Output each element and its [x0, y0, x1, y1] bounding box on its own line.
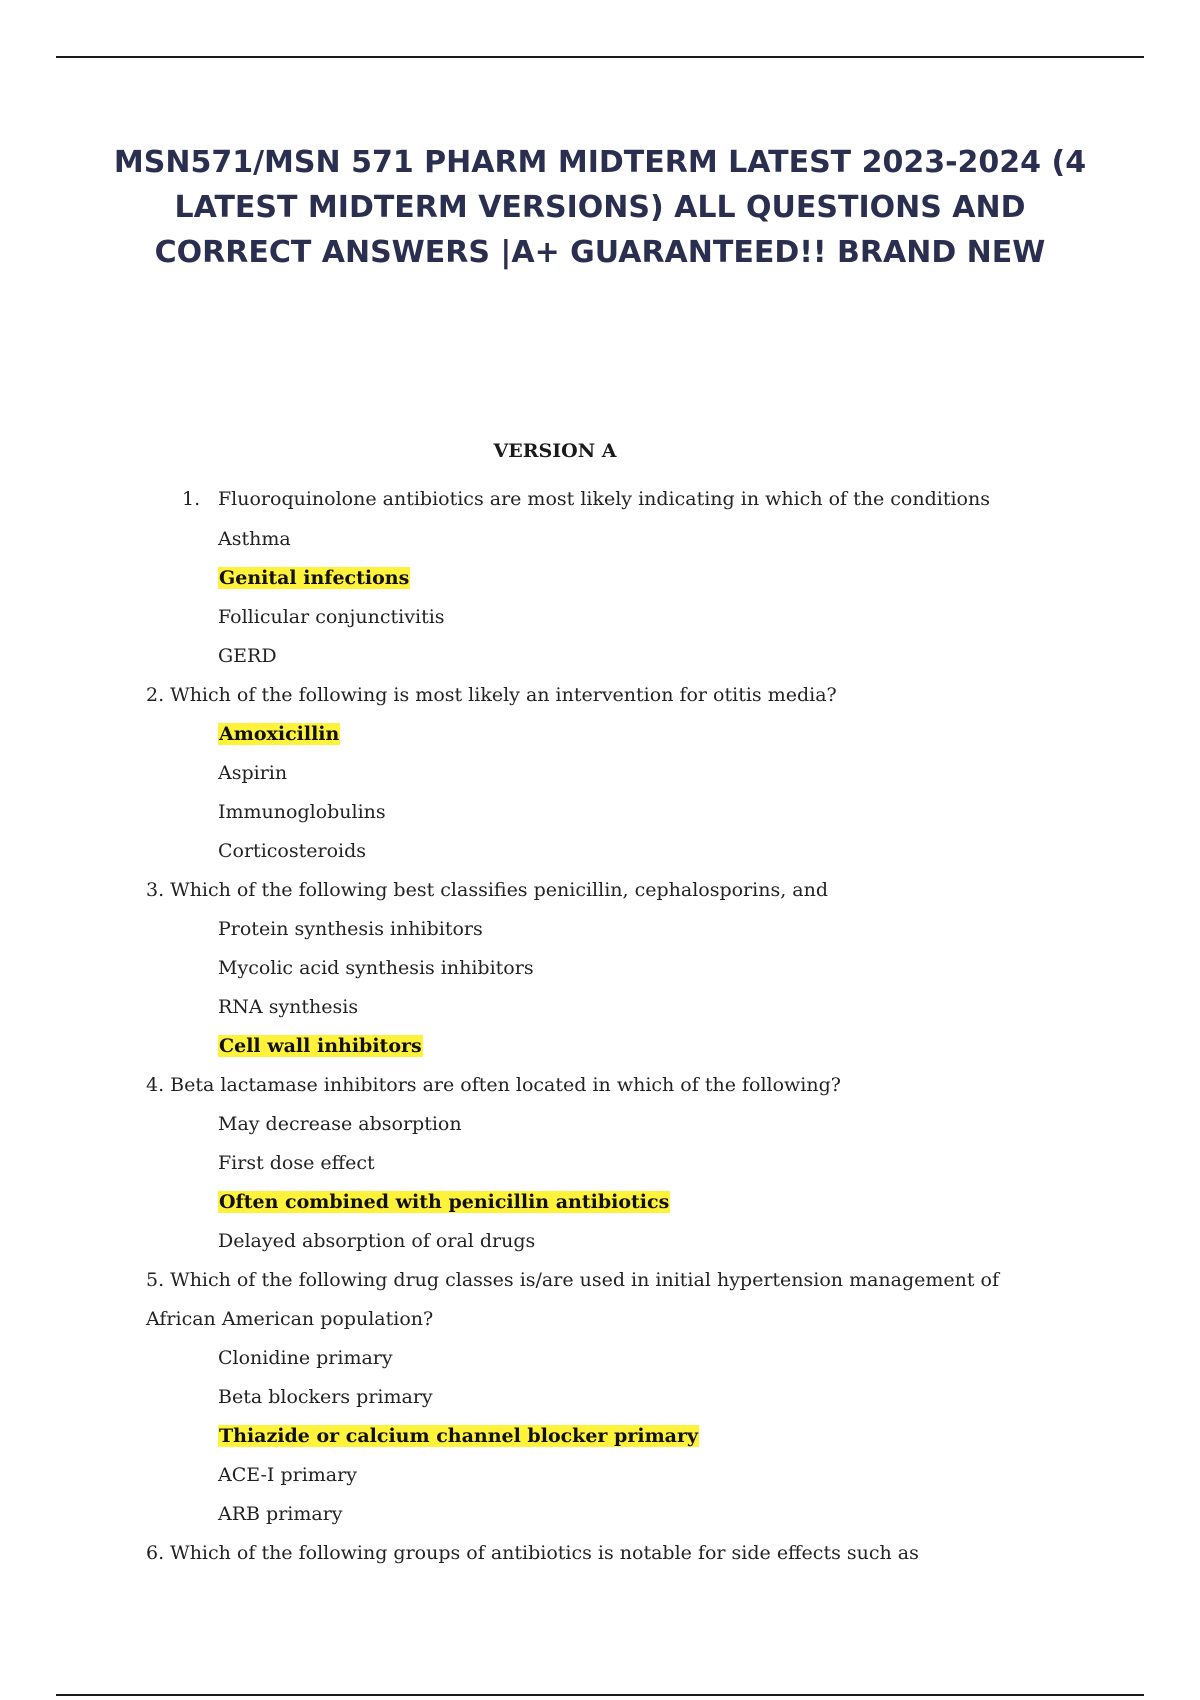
- answer-option-correct: [218, 1189, 670, 1215]
- question-text: 2. Which of the following is most likely an intervention for otitis media?: [146, 684, 837, 706]
- question-text-continued: African American population?: [146, 1308, 434, 1330]
- highlighted-answer: Amoxicillin: [219, 723, 340, 745]
- answer-option: Aspirin: [218, 762, 288, 784]
- top-rule: [56, 56, 1144, 58]
- answer-option: Asthma: [218, 528, 291, 550]
- question-text: 4. Beta lactamase inhibitors are often located in which of the following?: [146, 1074, 841, 1096]
- question-text: 3. Which of the following best classifies penicillin, cephalosporins, and: [146, 879, 829, 901]
- bottom-rule: [56, 1694, 1144, 1696]
- question-text: 6. Which of the following groups of antibiotics is notable for side effects such as: [146, 1542, 919, 1564]
- answer-option: Mycolic acid synthesis inhibitors: [218, 957, 534, 979]
- answer-option-correct: [218, 565, 410, 591]
- document-title: MSN571/MSN 571 PHARM MIDTERM LATEST 2023-2024 (4 LATEST MIDTERM VERSIONS) ALL QUESTIONS AND CORRECT ANSWERS |A+ GUARANTEED!! BRAND NEW: [113, 145, 1087, 270]
- answer-option: First dose effect: [218, 1152, 375, 1174]
- answer-option: RNA synthesis: [218, 996, 359, 1018]
- answer-option: Beta blockers primary: [218, 1386, 433, 1408]
- question-number: 1.: [182, 488, 201, 510]
- answer-option-correct: [218, 721, 340, 747]
- answer-option: Clonidine primary: [218, 1347, 393, 1369]
- highlighted-answer: Cell wall inhibitors: [219, 1035, 422, 1057]
- answer-option: Corticosteroids: [218, 840, 366, 862]
- question-text: Fluoroquinolone antibiotics are most likely indicating in which of the conditions: [218, 488, 990, 510]
- answer-option-correct: [218, 1423, 699, 1449]
- highlighted-answer: Thiazide or calcium channel blocker primary: [219, 1425, 699, 1447]
- answer-option: May decrease absorption: [218, 1113, 462, 1135]
- highlighted-answer: Genital infections: [219, 567, 410, 589]
- answer-option: Immunoglobulins: [218, 801, 386, 823]
- answer-option: ACE-I primary: [218, 1464, 357, 1486]
- question-text: 5. Which of the following drug classes is/are used in initial hypertension management of: [146, 1269, 1000, 1291]
- version-heading: VERSION A: [493, 440, 617, 462]
- answer-option: ARB primary: [218, 1503, 343, 1525]
- answer-option-correct: [218, 1033, 423, 1059]
- answer-option: Protein synthesis inhibitors: [218, 918, 483, 940]
- highlighted-answer: Often combined with penicillin antibiotics: [219, 1191, 670, 1213]
- answer-option: Follicular conjunctivitis: [218, 606, 445, 628]
- answer-option: Delayed absorption of oral drugs: [218, 1230, 536, 1252]
- answer-option: GERD: [218, 645, 277, 667]
